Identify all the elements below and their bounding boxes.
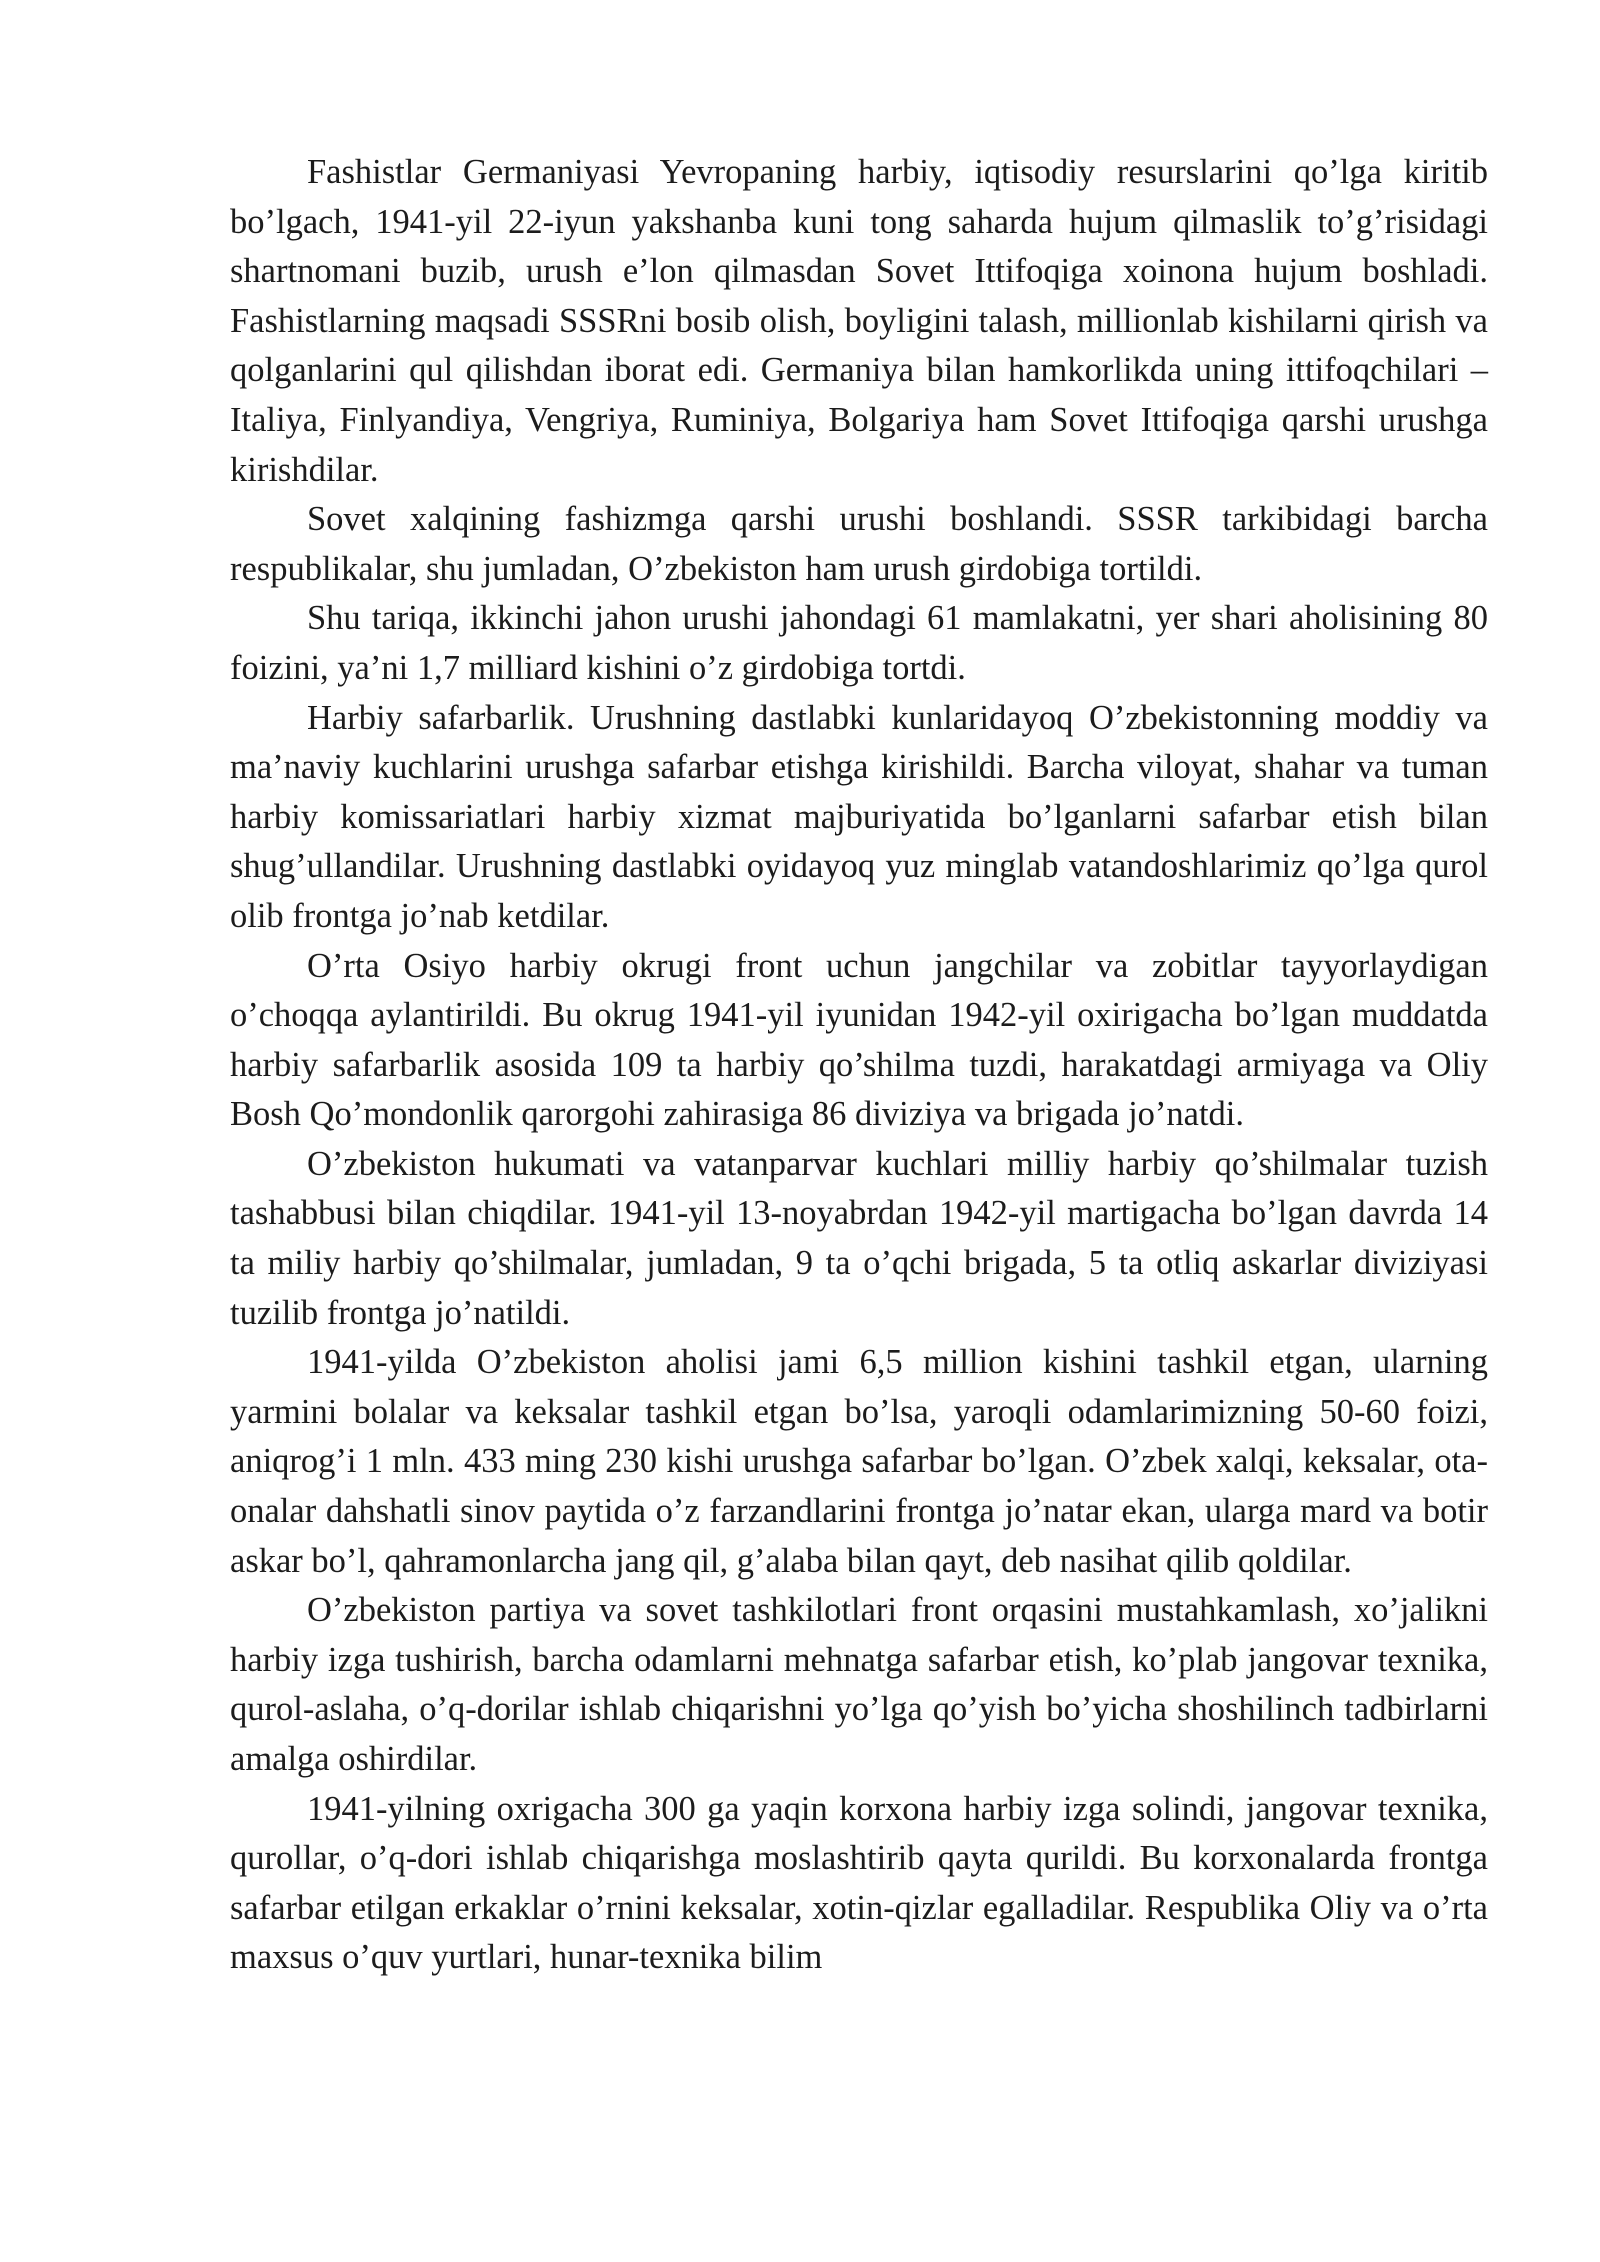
document-body bbox=[230, 148, 1488, 1983]
paragraph-3: Shu tariqa, ikkinchi jahon urushi jahondagi 61 mamlakatni, yer shari aholisining 80 foizini, ya’ni 1,7 milliard kishini o’z girdobiga tortdi. bbox=[230, 599, 1488, 687]
paragraph-1: Fashistlar Germaniyasi Yevropaning harbiy, iqtisodiy resurslarini qo’lga kiritib bo’lgach, 1941-yil 22-iyun yakshanba kuni tong saharda hujum qilmaslik to’g’risidagi shartnomani buzib, urush e’lon qilmasdan Sovet Ittifoqiga xoinona hujum boshladi. Fashistlarning maqsadi SSSRni bosib olish, boyligini talash, millionlab kishilarni qirish va qolganlarini qul qilishdan iborat edi. Germaniya bilan hamkorlikda uning ittifoqchilari – Italiya, Finlyandiya, Vengriya, Ruminiya, Bolgariya ham Sovet Ittifoqiga qarshi urushga kirishdilar. bbox=[230, 153, 1488, 489]
paragraph-4: Harbiy safarbarlik. Urushning dastlabki kunlaridayoq O’zbekistonning moddiy va ma’naviy kuchlarini urushga safarbar etishga kirishildi. Barcha viloyat, shahar va tuman harbiy komissariatlari harbiy xizmat majburiyatida bo’lganlarni safarbar etish bilan shug’ullandilar. Urushning dastlabki oyidayoq yuz minglab vatandoshlarimiz qo’lga qurol olib frontga jo’nab ketdilar. bbox=[230, 698, 1488, 935]
paragraph-7: 1941-yilda O’zbekiston aholisi jami 6,5 million kishini tashkil etgan, ularning yarmini bolalar va keksalar tashkil etgan bo’lsa, yaroqli odamlarimizning 50-60 foizi, aniqrog’i 1 mln. 433 ming 230 kishi urushga safarbar bo’lgan. O’zbek xalqi, keksalar, ota-onalar dahshatli sinov paytida o’z farzandlarini frontga jo’natar ekan, ularga mard va botir askar bo’l, qahramonlarcha jang qil, g’alaba bilan qayt, deb nasihat qilib qoldilar. bbox=[230, 1343, 1488, 1580]
paragraph-5: O’rta Osiyo harbiy okrugi front uchun jangchilar va zobitlar tayyorlaydigan o’choqqa aylantirildi. Bu okrug 1941-yil iyunidan 1942-yil oxirigacha bo’lgan muddatda harbiy safarbarlik asosida 109 ta harbiy qo’shilma tuzdi, harakatdagi armiyaga va Oliy Bosh Qo’mondonlik qarorgohi zahirasiga 86 diviziya va brigada jo’natdi. bbox=[230, 946, 1488, 1134]
paragraph-9: 1941-yilning oxrigacha 300 ga yaqin korxona harbiy izga solindi, jangovar texnika, qurollar, o’q-dori ishlab chiqarishga moslashtirib qayta qurildi. Bu korxonalarda frontga safarbar etilgan erkaklar o’rnini keksalar, xotin-qizlar egalladilar. Respublika Oliy va o’rta maxsus o’quv yurtlari, hunar-texnika bilim bbox=[230, 1789, 1488, 1977]
paragraph-6: O’zbekiston hukumati va vatanparvar kuchlari milliy harbiy qo’shilmalar tuzish tashabbusi bilan chiqdilar. 1941-yil 13-noyabrdan 1942-yil martigacha bo’lgan davrda 14 ta miliy harbiy qo’shilmalar, jumladan, 9 ta o’qchi brigada, 5 ta otliq askarlar diviziyasi tuzilib frontga jo’natildi. bbox=[230, 1144, 1488, 1332]
paragraph-2: Sovet xalqining fashizmga qarshi urushi boshlandi. SSSR tarkibidagi barcha respublikalar, shu jumladan, O’zbekiston ham urush girdobiga tortildi. bbox=[230, 500, 1488, 588]
paragraph-8: O’zbekiston partiya va sovet tashkilotlari front orqasini mustahkamlash, xo’jalikni harbiy izga tushirish, barcha odamlarni mehnatga safarbar etish, ko’plab jangovar texnika, qurol-aslaha, o’q-dorilar ishlab chiqarishni yo’lga qo’yish bo’yicha shoshilinch tadbirlarni amalga oshirdilar. bbox=[230, 1591, 1488, 1778]
